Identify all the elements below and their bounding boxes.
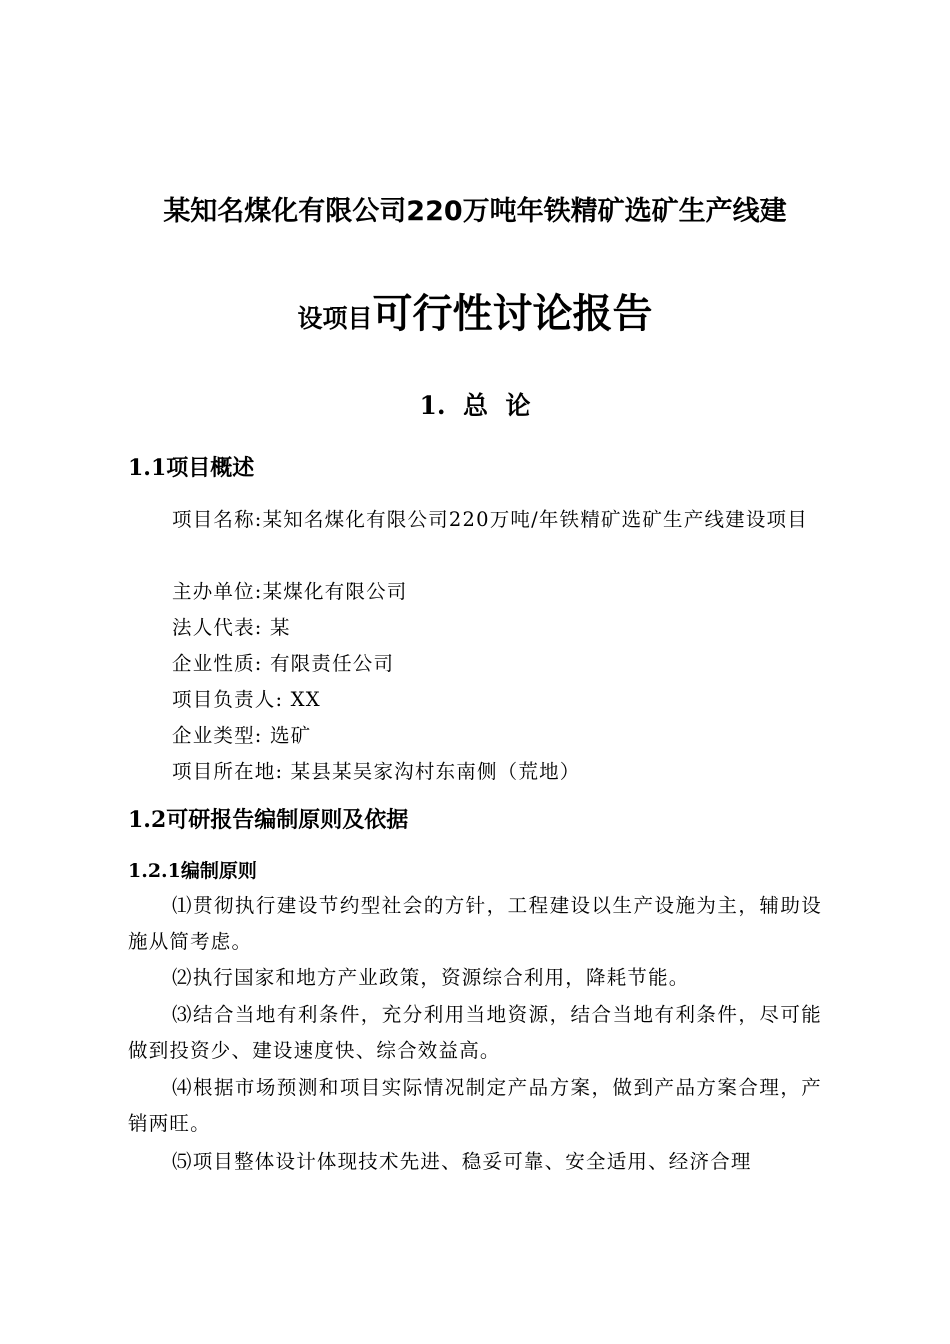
principle-paragraph: ⑵执行国家和地方产业政策，资源综合利用，降耗节能。	[172, 966, 690, 989]
info-label: 法人代表:	[172, 616, 263, 639]
chapter-heading: 1. 总 论	[419, 391, 531, 420]
info-value: 选矿	[262, 724, 312, 747]
project-name-paragraph: 项目名称:某知名煤化有限公司220万吨/年铁精矿选矿生产线建设项目	[172, 508, 808, 531]
principle-paragraph: ⑷根据市场预测和项目实际情况制定产品方案，做到产品方案合理，产销两旺。	[128, 1076, 822, 1135]
info-label: 项目所在地:	[172, 760, 284, 783]
info-value: XX	[283, 688, 321, 711]
info-line-enterprise-nature	[172, 646, 394, 682]
info-value: 有限责任公司	[262, 652, 395, 675]
info-line-project-lead	[172, 682, 321, 718]
info-line-enterprise-type	[172, 718, 311, 754]
info-line-legal-representative	[172, 610, 291, 646]
info-label: 主办单位:	[172, 580, 263, 603]
principle-paragraph: ⑴贯彻执行建设节约型社会的方针，工程建设以生产设施为主，辅助设施从简考虑。	[128, 894, 822, 953]
info-line-sponsor	[172, 574, 407, 610]
section-1-1-heading: 1.1项目概述	[128, 455, 255, 481]
info-value: 某县某吴家沟村东南侧（荒地）	[283, 760, 581, 783]
info-value: 某	[262, 616, 291, 639]
section-1-2-heading: 1.2可研报告编制原则及依据	[128, 807, 409, 833]
info-line-project-location	[172, 754, 580, 790]
info-value: 某煤化有限公司	[262, 580, 408, 603]
document-title-line-2-prefix: 设项目	[297, 304, 373, 333]
info-label: 企业性质:	[172, 652, 263, 675]
subsection-1-2-1-heading: 1.2.1编制原则	[128, 860, 257, 882]
principle-paragraph: ⑶结合当地有利条件，充分利用当地资源，结合当地有利条件，尽可能做到投资少、建设速度快、综合效益高。	[128, 1003, 822, 1062]
document-title-line-1: 某知名煤化有限公司220万吨年铁精矿选矿生产线建	[163, 196, 787, 227]
principle-paragraph: ⑸项目整体设计体现技术先进、稳妥可靠、安全适用、经济合理	[172, 1150, 752, 1173]
info-label: 企业类型:	[172, 724, 263, 747]
document-title-line-2	[0, 286, 950, 350]
info-label: 项目负责人:	[172, 688, 284, 711]
document-title-line-2-main: 可行性讨论报告	[372, 291, 653, 337]
